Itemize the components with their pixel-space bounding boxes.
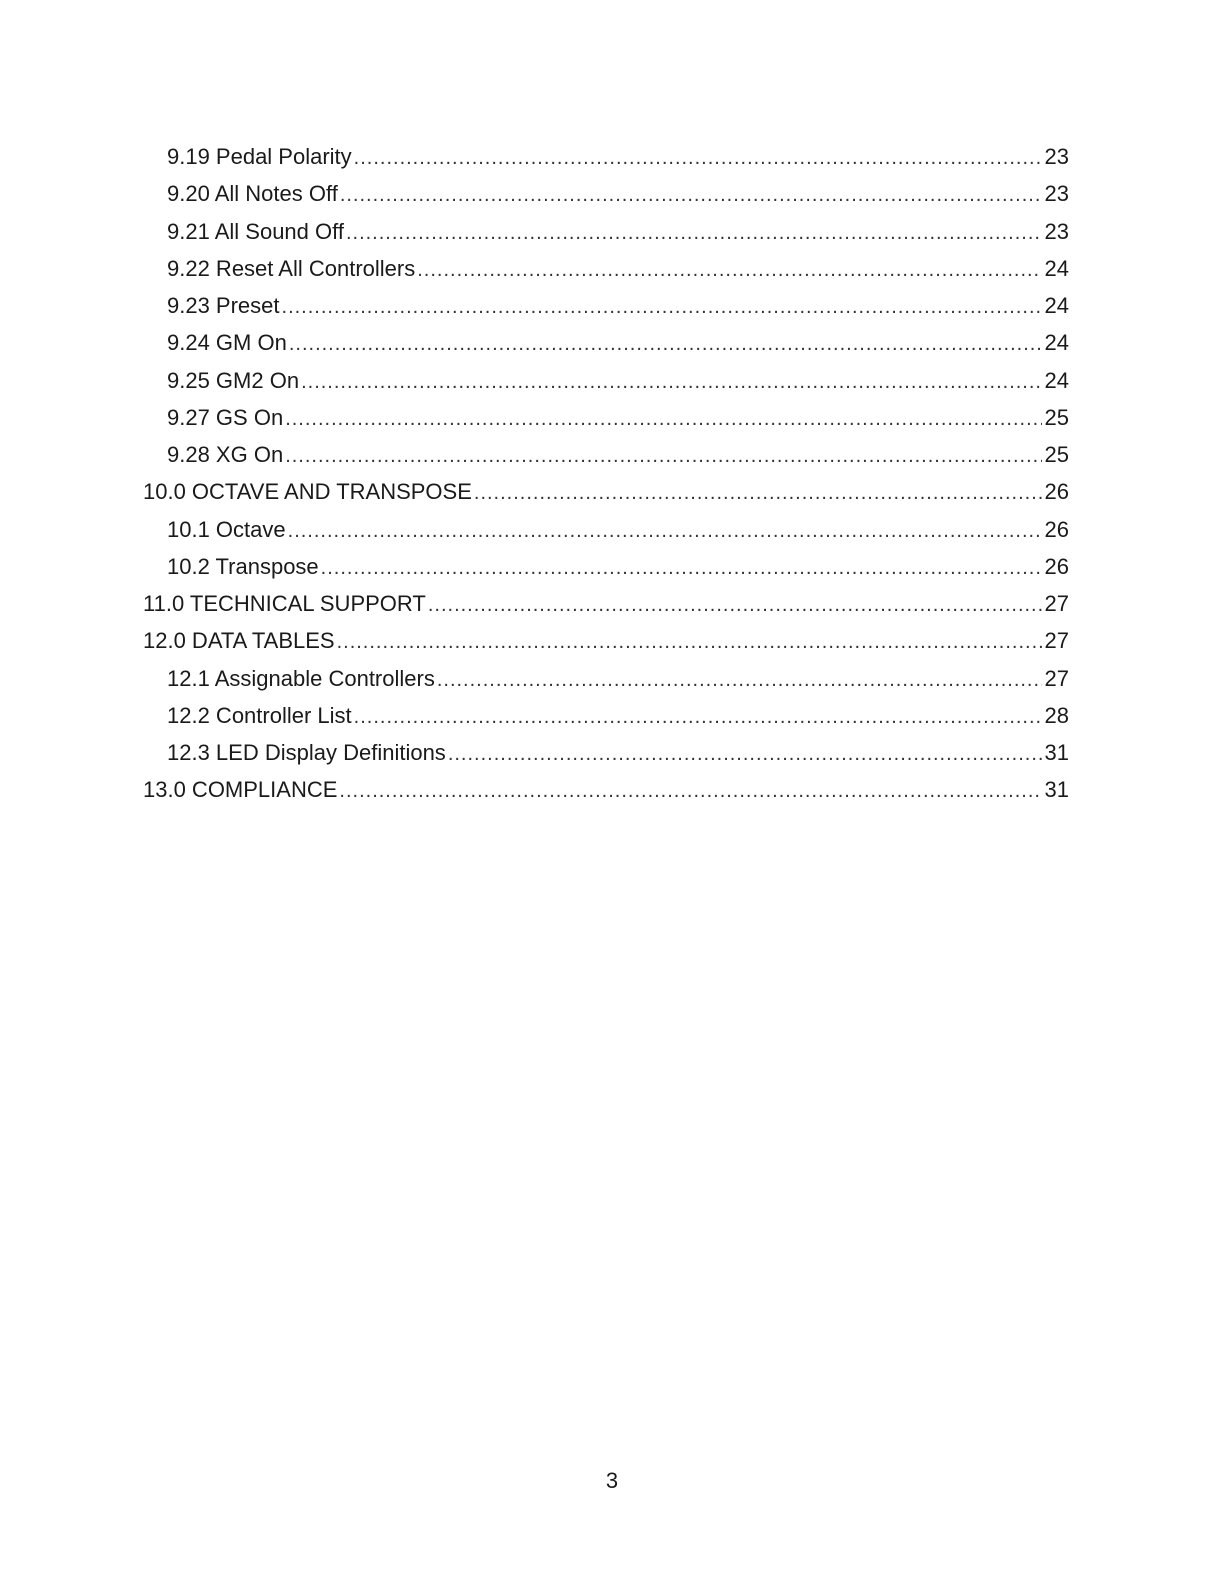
dot-leader <box>346 215 1042 252</box>
dot-leader <box>337 624 1042 661</box>
toc-entry[interactable] <box>143 660 1069 697</box>
toc-entry-title: 12.0 DATA TABLES <box>143 628 335 654</box>
toc-entry-title: 9.25 GM2 On <box>167 367 300 393</box>
toc-entry-title: 9.21 All Sound Off <box>167 218 344 244</box>
toc-entry[interactable] <box>143 250 1069 287</box>
toc-entry-page: 23 <box>1044 144 1069 169</box>
toc-entry-page: 23 <box>1044 218 1069 244</box>
toc-entry[interactable] <box>143 622 1069 659</box>
toc-entry-page: 28 <box>1044 702 1069 728</box>
dot-leader <box>354 699 1042 736</box>
dot-leader <box>301 364 1041 401</box>
toc-entry[interactable] <box>143 473 1069 510</box>
toc-entry-page: 23 <box>1044 181 1069 207</box>
toc-entry-title: 10.0 OCTAVE AND TRANSPOSE <box>143 479 472 505</box>
toc-entry-page: 27 <box>1044 665 1069 691</box>
dot-leader <box>285 438 1041 475</box>
dot-leader <box>282 289 1042 326</box>
toc-entry[interactable] <box>143 585 1069 622</box>
toc-entry[interactable] <box>143 436 1069 473</box>
toc-entry[interactable] <box>143 771 1069 808</box>
toc-entry[interactable] <box>143 511 1069 548</box>
toc-entry-page: 24 <box>1044 255 1069 281</box>
dot-leader <box>448 736 1042 773</box>
toc-entry-title: 10.2 Transpose <box>167 553 319 579</box>
dot-leader <box>288 513 1042 550</box>
toc-entry-title: 11.0 TECHNICAL SUPPORT <box>143 591 426 616</box>
toc-entry-title: 12.2 Controller List <box>167 702 352 728</box>
dot-leader <box>289 326 1042 363</box>
toc-entry-title: 9.19 Pedal Polarity <box>167 144 352 169</box>
toc-entry[interactable] <box>143 399 1069 436</box>
toc-entry-title: 9.23 Preset <box>167 293 280 318</box>
dot-leader <box>437 662 1042 699</box>
dot-leader <box>339 773 1041 810</box>
toc-entry-title: 9.22 Reset All Controllers <box>167 255 416 281</box>
toc-entry[interactable] <box>143 324 1069 361</box>
toc-entry-title: 13.0 COMPLIANCE <box>143 777 338 803</box>
toc-entry-page: 25 <box>1044 404 1069 430</box>
dot-leader <box>354 140 1042 177</box>
dot-leader <box>474 475 1042 512</box>
toc-entry-title: 9.27 GS On <box>167 404 284 430</box>
table-of-contents <box>143 138 1069 809</box>
dot-leader <box>340 177 1042 214</box>
toc-entry[interactable] <box>143 362 1069 399</box>
toc-entry-title: 12.3 LED Display Definitions <box>167 740 446 765</box>
toc-entry[interactable] <box>143 175 1069 212</box>
toc-entry[interactable] <box>143 213 1069 250</box>
toc-entry-title: 9.24 GM On <box>167 330 287 356</box>
toc-entry[interactable] <box>143 138 1069 175</box>
toc-entry-page: 26 <box>1044 516 1069 542</box>
page-number: 3 <box>605 1468 619 1493</box>
toc-entry-page: 24 <box>1044 330 1069 356</box>
dot-leader <box>285 401 1041 438</box>
toc-entry-page: 31 <box>1044 740 1069 765</box>
toc-entry[interactable] <box>143 548 1069 585</box>
toc-entry-page: 24 <box>1044 367 1069 393</box>
toc-entry-page: 31 <box>1044 777 1069 803</box>
toc-entry-page: 26 <box>1044 553 1069 579</box>
toc-entry-page: 27 <box>1044 591 1069 616</box>
toc-entry-page: 26 <box>1044 479 1069 505</box>
toc-entry-page: 25 <box>1044 442 1069 467</box>
toc-entry-page: 24 <box>1044 293 1069 318</box>
toc-entry[interactable] <box>143 734 1069 771</box>
toc-entry[interactable] <box>143 697 1069 734</box>
toc-entry-title: 12.1 Assignable Controllers <box>167 665 435 691</box>
toc-entry[interactable] <box>143 287 1069 324</box>
dot-leader <box>321 550 1042 587</box>
toc-entry-title: 9.20 All Notes Off <box>167 181 338 207</box>
toc-entry-title: 10.1 Octave <box>167 516 286 542</box>
dot-leader <box>417 252 1041 289</box>
dot-leader <box>428 587 1042 624</box>
toc-entry-title: 9.28 XG On <box>167 442 284 467</box>
toc-entry-page: 27 <box>1044 628 1069 654</box>
